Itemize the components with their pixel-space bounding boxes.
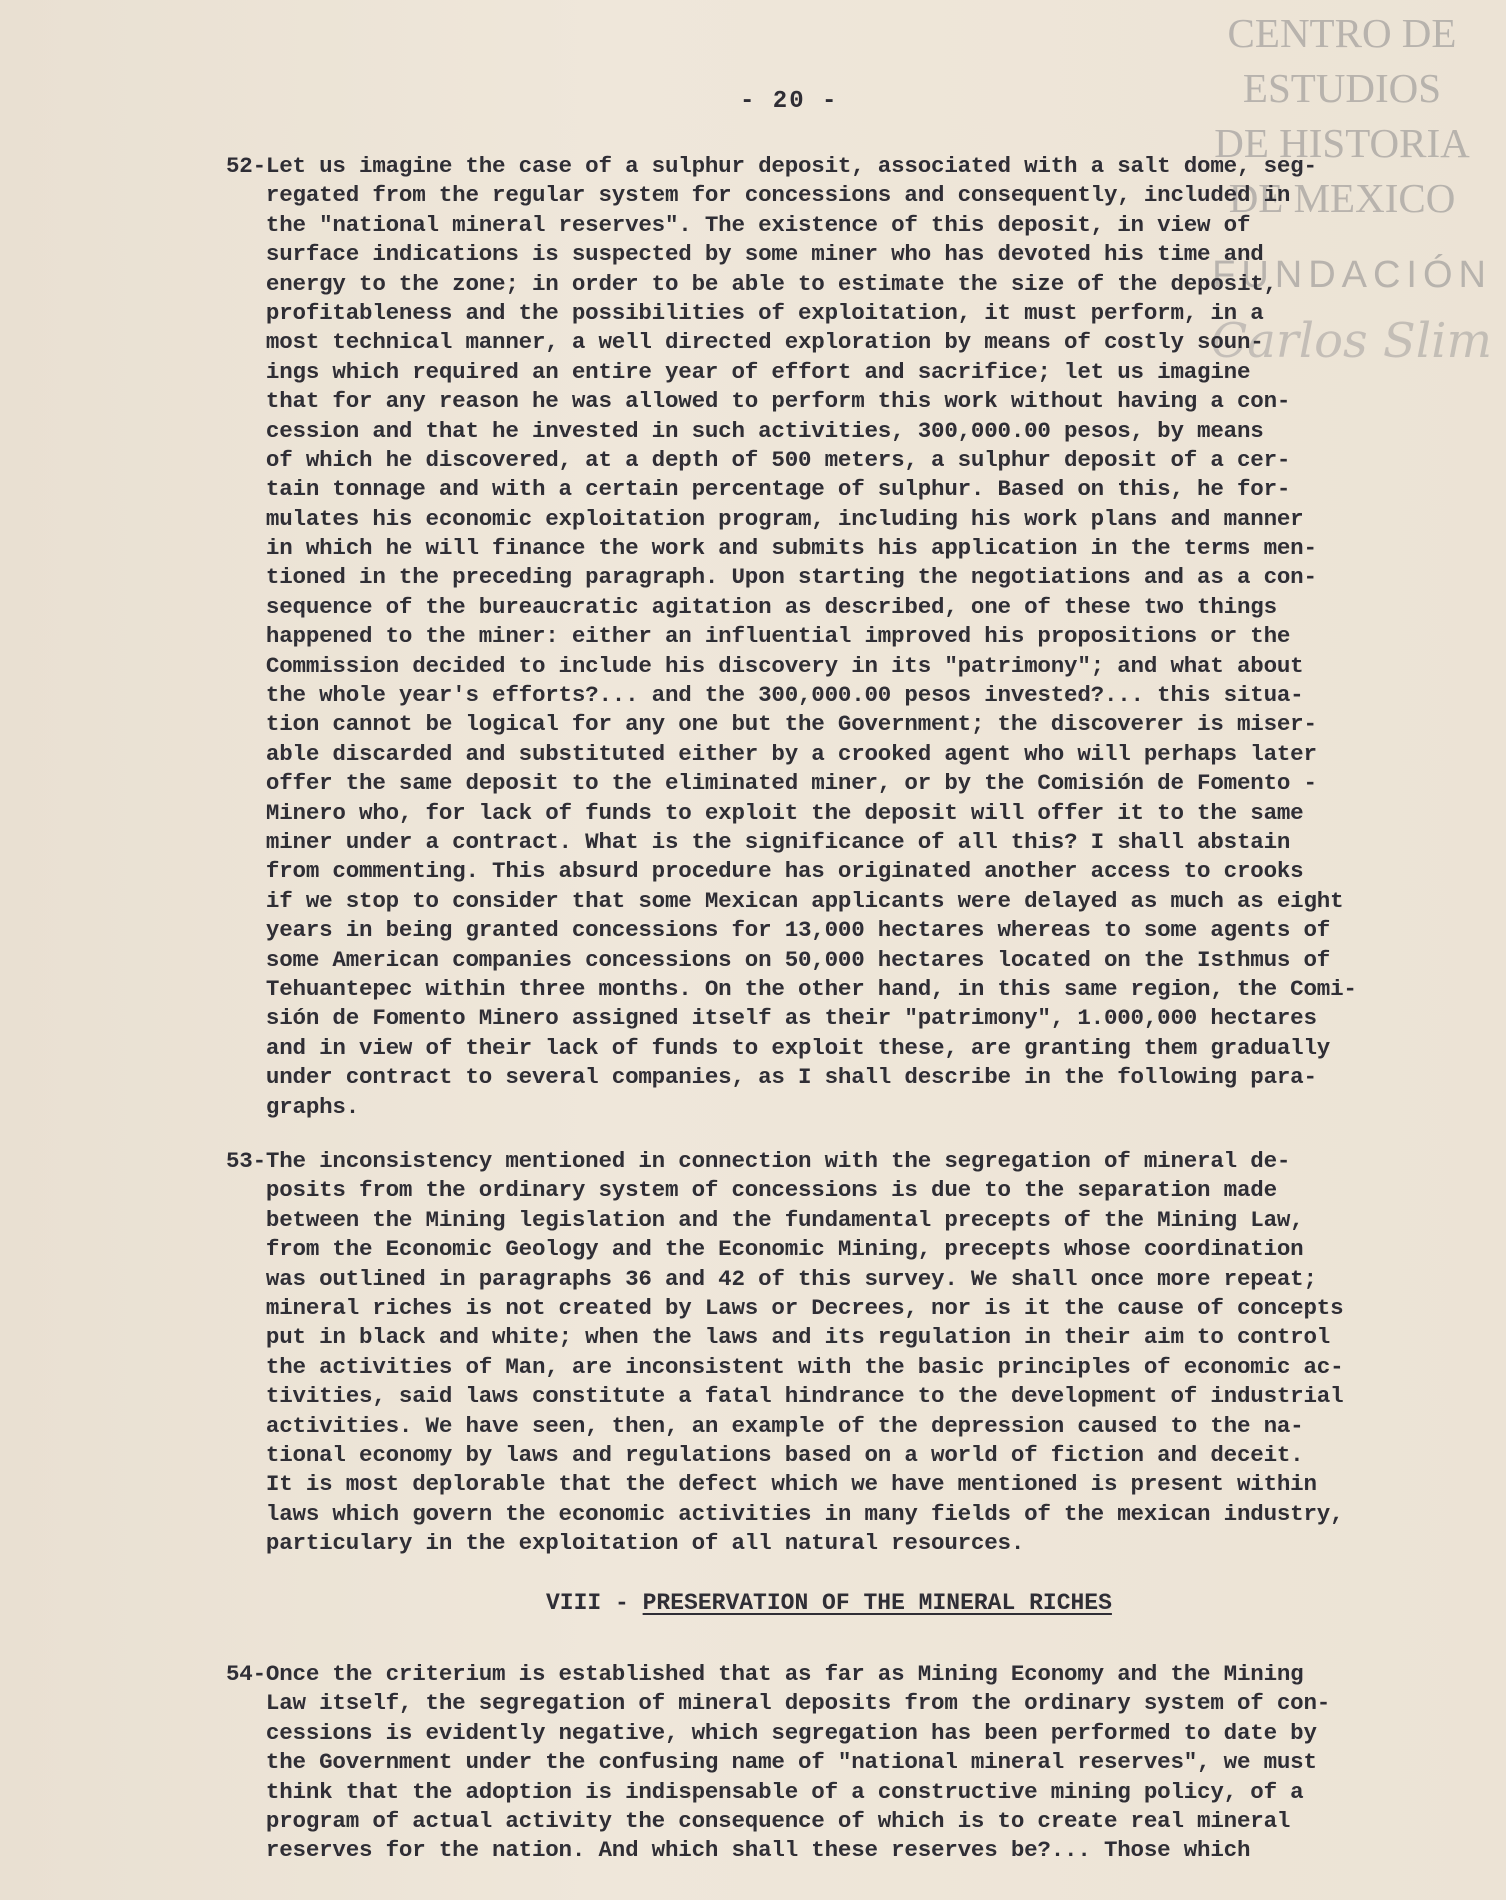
- text-line: put in black and white; when the laws and its regulation in their aim to control: [226, 1324, 1331, 1351]
- text-line: 54-Once the criterium is established that as far as Mining Economy and the Mining: [226, 1661, 1304, 1687]
- text-line: laws which govern the economic activities in many fields of the mexican industry,: [226, 1500, 1344, 1527]
- text-line: able discarded and substituted either by a crooked agent who will perhaps later: [226, 740, 1317, 767]
- section-title: PRESERVATION OF THE MINERAL RICHES: [642, 1590, 1112, 1616]
- section-prefix: VIII -: [546, 1590, 643, 1616]
- text-line: most technical manner, a well directed exploration by means of costly soun-: [226, 329, 1264, 356]
- text-line: 53-The inconsistency mentioned in connection with the segregation of mineral de-: [226, 1148, 1291, 1174]
- text-line: that for any reason he was allowed to perform this work without having a con-: [226, 388, 1291, 415]
- text-line: tain tonnage and with a certain percentage of sulphur. Based on this, he for-: [226, 476, 1291, 503]
- text-line: It is most deplorable that the defect which we have mentioned is present within: [226, 1471, 1317, 1498]
- paragraph-53: [226, 1147, 1476, 1558]
- text-line: graphs.: [226, 1093, 360, 1120]
- text-line: regated from the regular system for concessions and consequently, included in: [226, 182, 1291, 209]
- text-line: was outlined in paragraphs 36 and 42 of this survey. We shall once more repeat;: [226, 1265, 1317, 1292]
- text-line: happened to the miner: either an influential improved his propositions or the: [226, 623, 1291, 650]
- text-line: if we stop to consider that some Mexican applicants were delayed as much as eight: [226, 887, 1344, 914]
- text-line: ings which required an entire year of effort and sacrifice; let us imagine: [226, 358, 1251, 385]
- page-number: - 20 -: [740, 88, 839, 115]
- text-line: the activities of Man, are inconsistent with the basic principles of economic ac-: [226, 1353, 1344, 1380]
- text-line: particulary in the exploitation of all natural resources.: [226, 1530, 1025, 1557]
- text-line: sión de Fomento Minero assigned itself as their "patrimony", 1.000,000 hectares: [226, 1005, 1317, 1032]
- text-line: profitableness and the possibilities of exploitation, it must perform, in a: [226, 299, 1264, 326]
- text-line: miner under a contract. What is the significance of all this? I shall abstain: [226, 828, 1291, 855]
- text-line: and in view of their lack of funds to exploit these, are granting them gradually: [226, 1034, 1331, 1061]
- text-line: mulates his economic exploitation program, including his work plans and manner: [226, 505, 1304, 532]
- watermark-fundacion: FUNDACIÓN: [1212, 254, 1492, 296]
- paragraph-54: [226, 1660, 1476, 1866]
- text-line: tivities, said laws constitute a fatal hindrance to the development of industrial: [226, 1383, 1344, 1410]
- text-line: program of actual activity the consequence of which is to create real mineral: [226, 1807, 1291, 1834]
- text-line: in which he will finance the work and submits his application in the terms men-: [226, 535, 1317, 562]
- watermark-line-4: DE MEXICO: [1228, 175, 1456, 221]
- text-line: tioned in the preceding paragraph. Upon starting the negotiations and as a con-: [226, 564, 1317, 591]
- text-line: activities. We have seen, then, an example of the depression caused to the na-: [226, 1412, 1304, 1439]
- text-line: mineral riches is not created by Laws or Decrees, nor is it the cause of concepts: [226, 1294, 1344, 1321]
- text-line: Tehuantepec within three months. On the other hand, in this same region, the Comi-: [226, 975, 1357, 1002]
- text-line: cession and that he invested in such activities, 300,000.00 pesos, by means: [226, 417, 1264, 444]
- text-line: under contract to several companies, as I shall describe in the following para-: [226, 1064, 1317, 1091]
- text-line: Law itself, the segregation of mineral deposits from the ordinary system of con-: [226, 1690, 1331, 1717]
- text-line: surface indications is suspected by some miner who has devoted his time and: [226, 241, 1264, 268]
- text-line: from commenting. This absurd procedure has originated another access to crooks: [226, 858, 1304, 885]
- text-line: the "national mineral reserves". The existence of this deposit, in view of: [226, 211, 1251, 238]
- text-line: cessions is evidently negative, which segregation has been performed to date by: [226, 1719, 1317, 1746]
- text-line: 52-Let us imagine the case of a sulphur deposit, associated with a salt dome, seg-: [226, 153, 1317, 179]
- text-line: between the Mining legislation and the fundamental precepts of the Mining Law,: [226, 1206, 1304, 1233]
- watermark-line-1: CENTRO DE: [1227, 10, 1457, 56]
- text-line: the Government under the confusing name of "national mineral reserves", we must: [226, 1749, 1317, 1776]
- text-line: posits from the ordinary system of concessions is due to the separation made: [226, 1177, 1277, 1204]
- watermark-line-2: ESTUDIOS: [1242, 65, 1442, 111]
- text-line: some American companies concessions on 50,000 hectares located on the Isthmus of: [226, 946, 1331, 973]
- text-line: offer the same deposit to the eliminated miner, or by the Comisión de Fomento -: [226, 770, 1317, 797]
- text-line: energy to the zone; in order to be able to estimate the size of the deposit,: [226, 270, 1277, 297]
- text-line: tion cannot be logical for any one but the Government; the discoverer is miser-: [226, 711, 1317, 738]
- text-line: the whole year's efforts?... and the 300,000.00 pesos invested?... this situa-: [226, 682, 1304, 709]
- text-line: reserves for the nation. And which shall these reserves be?... Those which: [226, 1837, 1251, 1864]
- watermark-signature: Carlos Slim: [1210, 313, 1492, 369]
- watermark-line-3: DE HISTORIA: [1214, 120, 1470, 166]
- text-line: sequence of the bureaucratic agitation as described, one of these two things: [226, 593, 1277, 620]
- text-line: tional economy by laws and regulations based on a world of fiction and deceit.: [226, 1441, 1304, 1468]
- text-line: Commission decided to include his discovery in its "patrimony"; and what about: [226, 652, 1304, 679]
- section-heading: [546, 1590, 1112, 1616]
- text-line: from the Economic Geology and the Economic Mining, precepts whose coordination: [226, 1236, 1304, 1263]
- text-line: think that the adoption is indispensable of a constructive mining policy, of a: [226, 1778, 1304, 1805]
- text-line: of which he discovered, at a depth of 500 meters, a sulphur deposit of a cer-: [226, 446, 1291, 473]
- text-line: years in being granted concessions for 13,000 hectares whereas to some agents of: [226, 917, 1331, 944]
- paragraph-52: [226, 152, 1476, 1122]
- text-line: Minero who, for lack of funds to exploit the deposit will offer it to the same: [226, 799, 1304, 826]
